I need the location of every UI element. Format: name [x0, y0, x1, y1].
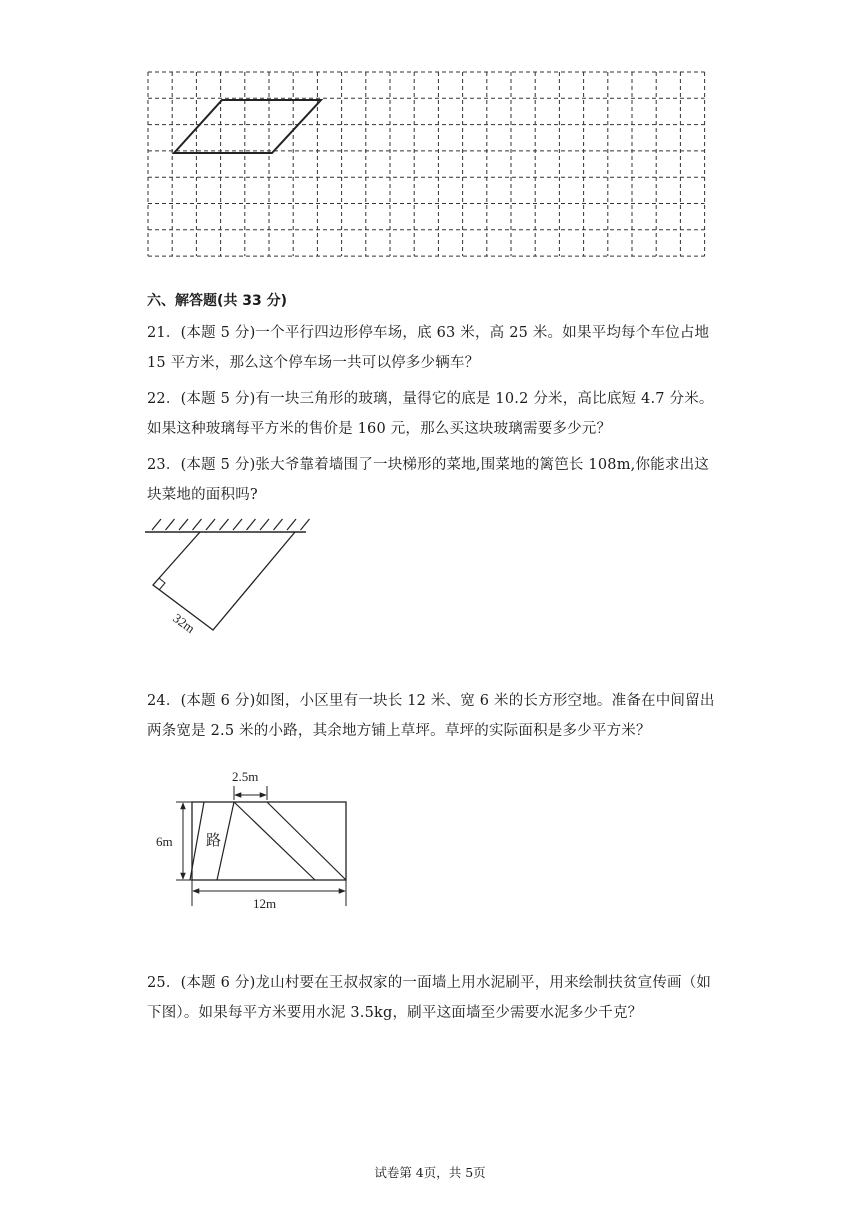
hatch-mark [301, 519, 310, 530]
wall-hatching [152, 519, 310, 530]
hatch-mark [233, 519, 242, 530]
page-footer: 试卷第 4页，共 5页 [374, 1165, 486, 1180]
hatch-mark [220, 519, 229, 530]
question-number: 22． [147, 391, 181, 407]
hatch-mark [206, 519, 215, 530]
hatch-mark [166, 519, 175, 530]
trapezoid-figure [140, 512, 310, 637]
hatch-mark [193, 519, 202, 530]
hatch-mark [152, 519, 161, 530]
question-text: (本题 5 分)有一块三角形的玻璃，量得它的底是 10.2 分米，高比底短 4.7 分米。如果这种玻璃每平方米的售价是 160 元，那么买这块玻璃需要多少元？ [147, 391, 714, 437]
hatch-mark [179, 519, 188, 530]
question-number: 21． [147, 325, 181, 341]
question-number: 23． [147, 457, 181, 473]
question-22 [147, 384, 717, 444]
length-label: 12m [253, 896, 277, 911]
road-width-label: 2.5m [232, 769, 259, 784]
question-21 [147, 318, 717, 378]
trapezoid-label: 32m [170, 610, 198, 637]
section-title: 六、解答题(共 33 分) [147, 293, 288, 309]
grid-figure [140, 64, 725, 269]
question-23 [147, 450, 717, 510]
question-text: (本题 5 分)一个平行四边形停车场，底 63 米，高 25 米。如果平均每个车位占地 15 平方米，那么这个停车场一共可以停多少辆车？ [147, 325, 710, 371]
hatch-mark [260, 519, 269, 530]
right-angle-mark [159, 578, 165, 590]
hatch-mark [247, 519, 256, 530]
question-24 [147, 686, 717, 746]
hatch-mark [274, 519, 283, 530]
question-text: (本题 5 分)张大爷靠着墙围了一块梯形的菜地,围菜地的篱笆长 108m,你能求出这块菜地的面积吗? [147, 457, 709, 503]
rectangle-figure [150, 762, 360, 912]
height-label: 6m [156, 834, 173, 849]
question-text: (本题 6 分)龙山村要在王叔叔家的一面墙上用水泥刷平，用来绘制扶贫宣传画（如下图）。如果每平方米要用水泥 3.5kg，刷平这面墙至少需要水泥多少千克？ [147, 975, 712, 1021]
road-label: 路 [206, 833, 222, 849]
hatch-mark [287, 519, 296, 530]
question-text: (本题 6 分)如图，小区里有一块长 12 米、宽 6 米的长方形空地。准备在中间留出两条宽是 2.5 米的小路，其余地方铺上草坪。草坪的实际面积是多少平方米？ [147, 693, 715, 739]
question-number: 25． [147, 975, 181, 991]
question-25 [147, 968, 717, 1028]
question-number: 24． [147, 693, 181, 709]
